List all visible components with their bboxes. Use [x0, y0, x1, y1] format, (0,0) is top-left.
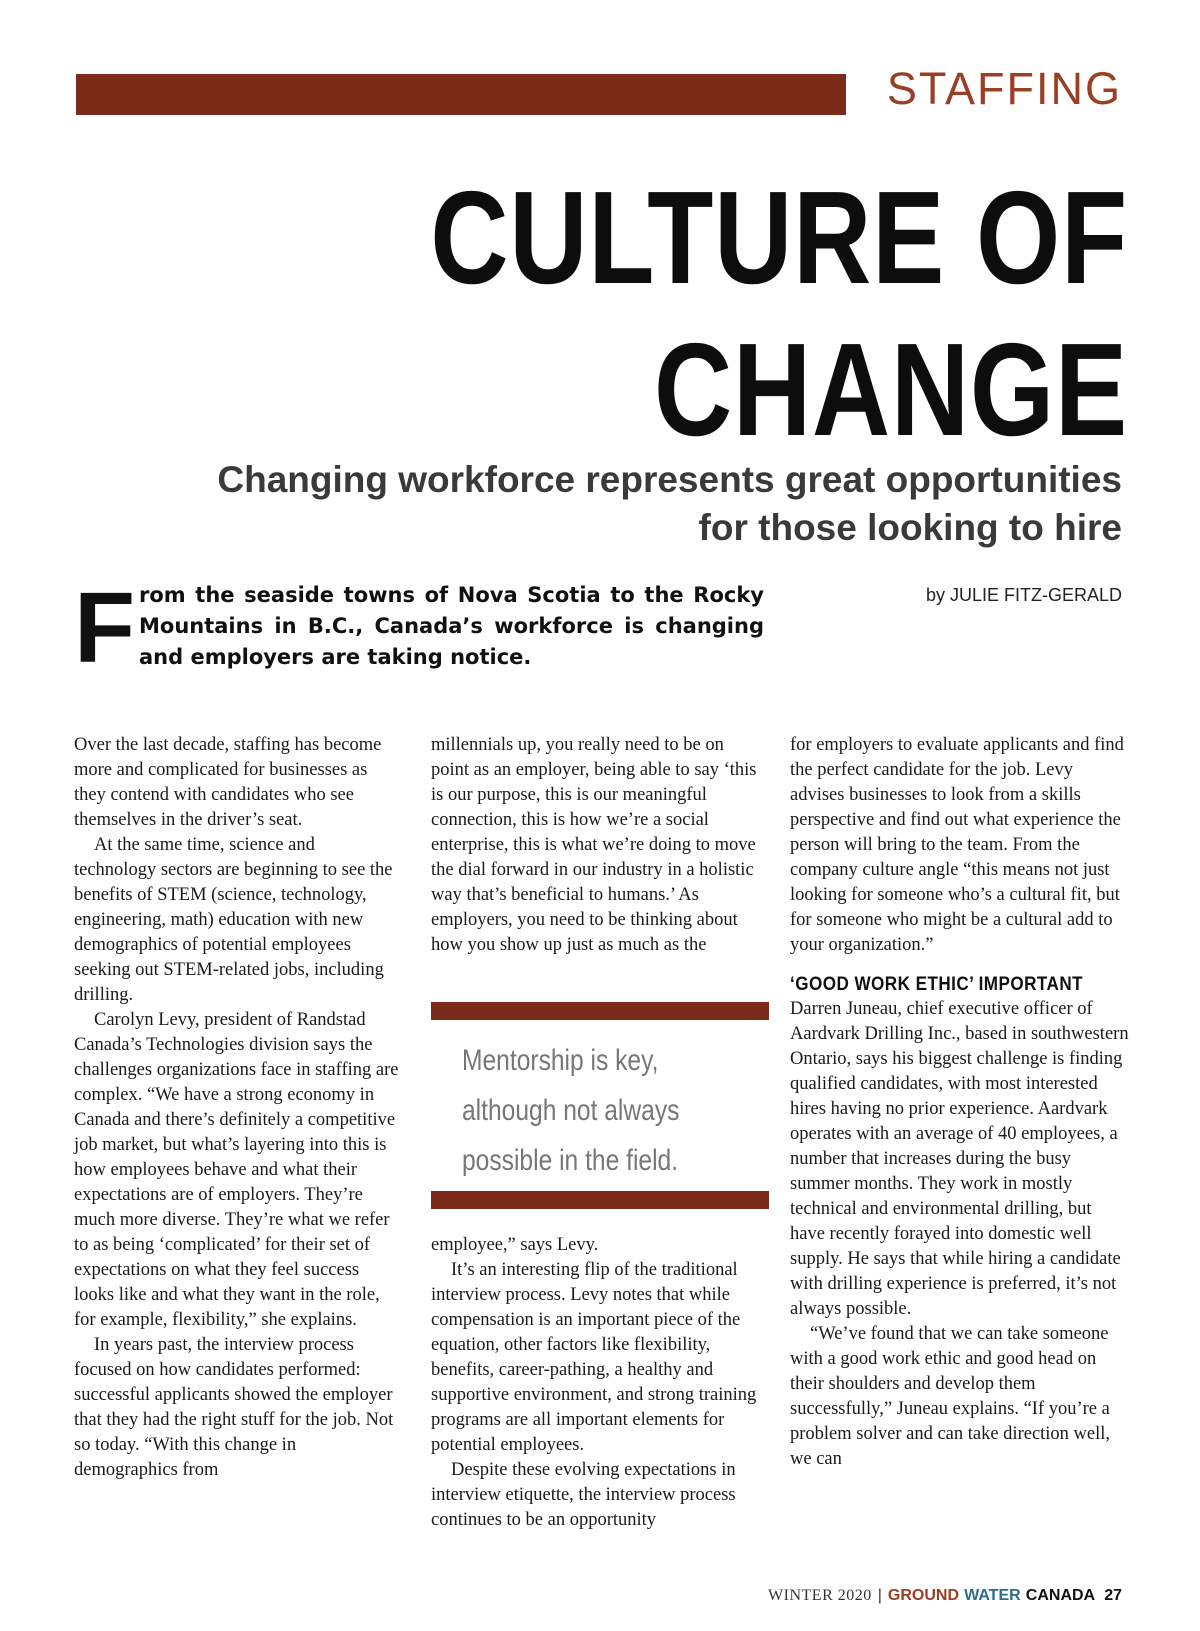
paragraph: millennials up, you really need to be on point as an employer, being able to say ‘this is our purpose, this is our meaningful connection, this is how we’re a social enterprise, this is what we’re doing to move the dial forward in our industry in a holistic way that’s beneficial to humans.’ As employers, you need to be thinking about how you show up just as much as the	[431, 735, 757, 955]
article-column-3	[790, 733, 1130, 1472]
paragraph: Despite these evolving expectations in interview etiquette, the interview process continues to be an opportunity	[431, 1460, 736, 1530]
subheadline-line-2: for those looking to hire	[698, 507, 1122, 548]
pull-quote-line-3: possible in the field.	[462, 1144, 679, 1177]
paragraph: Darren Juneau, chief executive officer of Aardvark Drilling Inc., based in southwestern Ontario, says his biggest challenge is finding qualified candidates, with most interested hires having no prior experience. Aardvark operates with an average of 40 employees, a number that increases during the busy summer months. They work in mostly technical and environmental drilling, but have recently forayed into domestic well supply. He says that while hiring a candidate with drilling experience is preferred, it’s not always possible.	[790, 999, 1129, 1319]
pullquote-top-bar	[431, 1002, 769, 1020]
page-footer	[768, 1585, 1122, 1605]
headline	[308, 162, 1128, 466]
footer-magazine-canada: CANADA	[1025, 1587, 1096, 1604]
article-column-2-bottom	[431, 1233, 766, 1533]
paragraph: for employers to evaluate applicants and find the perfect candidate for the job. Levy advises businesses to look from a skills perspective and find out what experience the person will bring to the team. From the company culture angle “this means not just looking for someone who’s a cultural fit, but for someone who might be a cultural add to your organization.”	[790, 735, 1124, 955]
paragraph: Over the last decade, staffing has become more and complicated for businesses as they contend with candidates who see themselves in the driver’s seat.	[74, 735, 382, 830]
footer-magazine-ground: GROUND	[887, 1587, 959, 1604]
pullquote-bottom-bar	[431, 1191, 769, 1209]
subheadline-line-1: Changing workforce represents great opportunities	[217, 459, 1122, 500]
headline-line-1: CULTURE OF	[430, 164, 1128, 311]
byline-author: JULIE FITZ-GERALD	[949, 585, 1122, 605]
drop-cap: F	[74, 572, 136, 684]
pull-quote	[462, 1036, 700, 1186]
pull-quote-line-2: although not always	[462, 1094, 680, 1127]
page-number: 27	[1104, 1587, 1122, 1604]
headline-line-2: CHANGE	[654, 316, 1128, 463]
paragraph: It’s an interesting flip of the traditional interview process. Levy notes that while compensation is an important piece of the equation, other factors like flexibility, benefits, career-pathing, a healthy and supportive environment, and strong training programs are all important elements for potential employees.	[431, 1260, 757, 1455]
paragraph: At the same time, science and technology sectors are beginning to see the benefits of STEM (science, technology, engineering, math) education with new demographics of potential employees seeking out STEM-related jobs, including drilling.	[74, 835, 393, 1005]
footer-separator: |	[877, 1587, 882, 1604]
section-subheading: ‘GOOD WORK ETHIC’ IMPORTANT	[790, 974, 1084, 995]
section-label: STAFFING	[886, 63, 1122, 114]
paragraph: In years past, the interview process focused on how candidates performed: successful applicants showed the employer that they had the right stuff for the job. Not so today. “With this change in demographics from	[74, 1335, 394, 1480]
pull-quote-line-1: Mentorship is key,	[462, 1044, 659, 1077]
section-header-bar	[76, 74, 846, 115]
footer-issue: WINTER 2020	[768, 1587, 872, 1604]
byline	[926, 585, 1122, 606]
paragraph: employee,” says Levy.	[431, 1235, 599, 1255]
footer-magazine-water: WATER	[964, 1587, 1021, 1604]
article-column-2-top	[431, 733, 761, 958]
byline-prefix: by	[925, 585, 945, 605]
paragraph: “We’ve found that we can take someone with a good work ethic and good head on their shoulders and develop them successfully,” Juneau explains. “If you’re a problem solver and can take direction well, we can	[790, 1324, 1111, 1469]
lede-paragraph: rom the seaside towns of Nova Scotia to the Rocky Mountains in B.C., Canada’s workforce is changing and employers are taking notice.	[139, 583, 764, 669]
subheadline	[122, 456, 1122, 552]
article-column-1	[74, 733, 399, 1483]
paragraph: Carolyn Levy, president of Randstad Canada’s Technologies division says the challenges organizations face in staffing are complex. “We have a strong economy in Canada and there’s definitely a competitive job market, but what’s layering into this is how employees behave and what their expectations are of employers. They’re much more diverse. They’re what we refer to as being ‘complicated’ for their set of expectations on what they feel success looks like and what they want in the role, for example, flexibility,” she explains.	[74, 1010, 399, 1330]
